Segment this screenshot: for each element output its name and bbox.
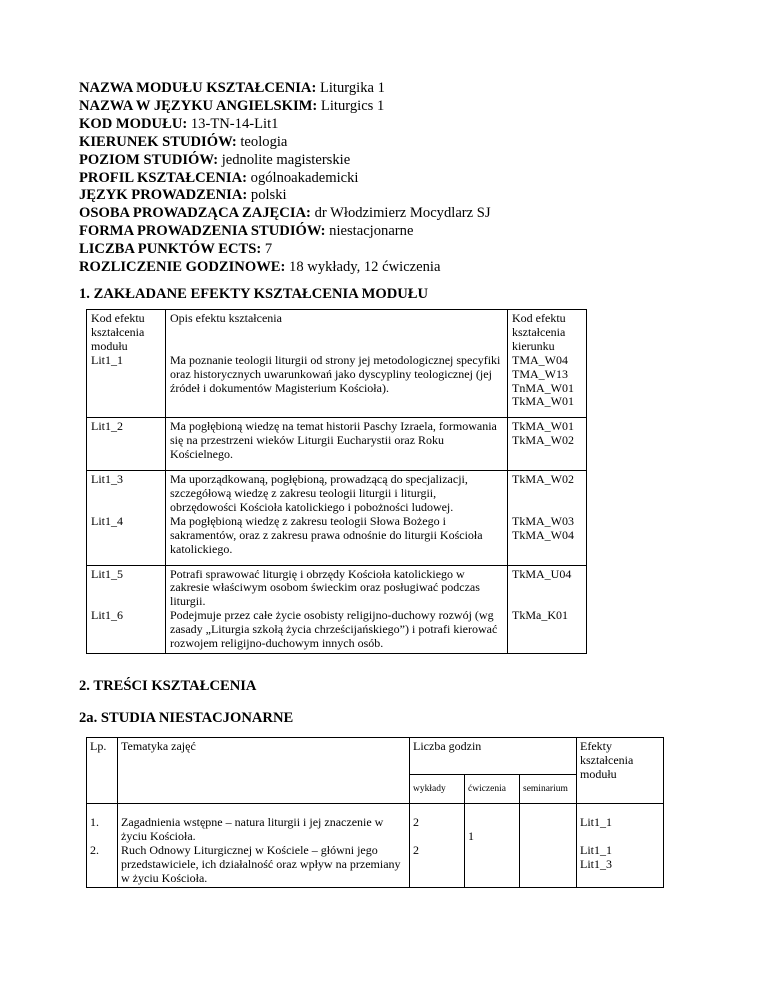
header-effects: Efekty kształcenia modułu bbox=[577, 738, 664, 804]
table-row bbox=[87, 565, 587, 653]
outcome-code-cell: Kod efektu kształcenia modułu Lit1_1 bbox=[87, 310, 166, 418]
outcome-desc-cell: Ma uporządkowaną, pogłębioną, prowadzącą do specjalizacji, szczegółową wiedzę z zakresu teologii liturgii i liturgii, obrzędowości Kościoła katolickiego i pobożności ludowej. Ma pogłębioną wiedzę z zakresu teologii Słowa Bożego i sakramentów, oraz z zakresu prawa odnośnie do liturgii Kościoła katolickiego. bbox=[166, 471, 508, 565]
outcome-code-cell: Lit1_5 Lit1_6 bbox=[87, 565, 166, 653]
section-2-heading: 2. TREŚCI KSZTAŁCENIA bbox=[79, 678, 257, 694]
table-row bbox=[87, 310, 587, 418]
row-topic: Zagadnienia wstępne – natura liturgii i jej znaczenie w życiu Kościoła. Ruch Odnowy Liturgicznej w Kościele – główni jego przedstawiciele, ich działalność oraz wpływ na przemiany w życiu Kościoła. bbox=[118, 803, 410, 888]
info-ects: LICZBA PUNKTÓW ECTS: 7 bbox=[79, 241, 273, 258]
info-hours: ROZLICZENIE GODZINOWE: 18 wykłady, 12 ćwiczenia bbox=[79, 259, 441, 276]
info-profile: PROFIL KSZTAŁCENIA: ogólnoakademicki bbox=[79, 169, 359, 186]
header-lp: Lp. bbox=[87, 738, 118, 804]
module-info bbox=[79, 80, 699, 277]
info-module-name: NAZWA MODUŁU KSZTAŁCENIA: Liturgika 1 bbox=[79, 80, 385, 96]
header-lectures: wykłady bbox=[410, 775, 465, 804]
table-row bbox=[87, 471, 587, 565]
outcome-desc-cell: Potrafi sprawować liturgię i obrzędy Kościoła katolickiego w zakresie właściwym osobom świeckim oraz posługiwać podczas liturgii. Podejmuje przez całe życie osobisty religijno-duchowy rozwój (wg zasady „Liturgia szkołą życia chrześcijańskiego”) i potrafi kierować rozwojem religijno-duchowym innych osób. bbox=[166, 565, 508, 653]
info-module-code: KOD MODUŁU: 13-TN-14-Lit1 bbox=[79, 115, 279, 132]
section-2a-heading: 2a. STUDIA NIESTACJONARNE bbox=[79, 710, 294, 726]
info-lecturer: OSOBA PROWADZĄCA ZAJĘCIA: dr Włodzimierz Mocydlarz SJ bbox=[79, 205, 491, 222]
info-field-of-study: KIERUNEK STUDIÓW: teologia bbox=[79, 133, 288, 150]
row-effects: Lit1_1 Lit1_1 Lit1_3 bbox=[577, 803, 664, 888]
row-seminar bbox=[520, 803, 577, 888]
learning-outcomes-table bbox=[86, 309, 587, 654]
info-study-level: POZIOM STUDIÓW: jednolite magisterskie bbox=[79, 151, 351, 168]
header-exercises: ćwiczenia bbox=[465, 775, 520, 804]
outcome-code-cell: Lit1_2 bbox=[87, 418, 166, 471]
section-1-heading: 1. ZAKŁADANE EFEKTY KSZTAŁCENIA MODUŁU bbox=[79, 286, 429, 302]
info-language: JĘZYK PROWADZENIA: polski bbox=[79, 187, 287, 204]
row-lp: 1. 2. bbox=[87, 803, 118, 888]
header-seminar: seminarium bbox=[520, 775, 577, 804]
table-row bbox=[87, 418, 587, 471]
outcome-direction-cell: TkMA_U04 TkMa_K01 bbox=[508, 565, 587, 653]
course-content-table bbox=[86, 737, 664, 888]
outcome-direction-cell: TkMA_W02 TkMA_W03 TkMA_W04 bbox=[508, 471, 587, 565]
table-row bbox=[87, 803, 664, 888]
header-topic: Tematyka zajęć bbox=[118, 738, 410, 804]
header-hours: Liczba godzin bbox=[410, 738, 577, 775]
outcome-desc-cell: Ma pogłębioną wiedzę na temat historii Paschy Izraela, formowania się na przestrzeni wieków Liturgii Eucharystii oraz Roku Kościelnego. bbox=[166, 418, 508, 471]
table-header-row bbox=[87, 738, 664, 775]
outcome-direction-cell: Kod efektu kształcenia kierunku TMA_W04 TMA_W13 TnMA_W01 TkMA_W01 bbox=[508, 310, 587, 418]
outcome-desc-cell: Opis efektu kształcenia Ma poznanie teologii liturgii od strony jej metodologicznej specyfiki oraz historycznych uwarunkowań jako dyscypliny teologicznej (jej źródeł i dokumentów Magisterium Kościoła). bbox=[166, 310, 508, 418]
info-study-form: FORMA PROWADZENIA STUDIÓW: niestacjonarne bbox=[79, 223, 414, 240]
outcome-code-cell: Lit1_3 Lit1_4 bbox=[87, 471, 166, 565]
info-english-name: NAZWA W JĘZYKU ANGIELSKIM: Liturgics 1 bbox=[79, 97, 385, 114]
row-exercises: 1 bbox=[465, 803, 520, 888]
outcome-direction-cell: TkMA_W01 TkMA_W02 bbox=[508, 418, 587, 471]
row-lectures: 2 2 bbox=[410, 803, 465, 888]
